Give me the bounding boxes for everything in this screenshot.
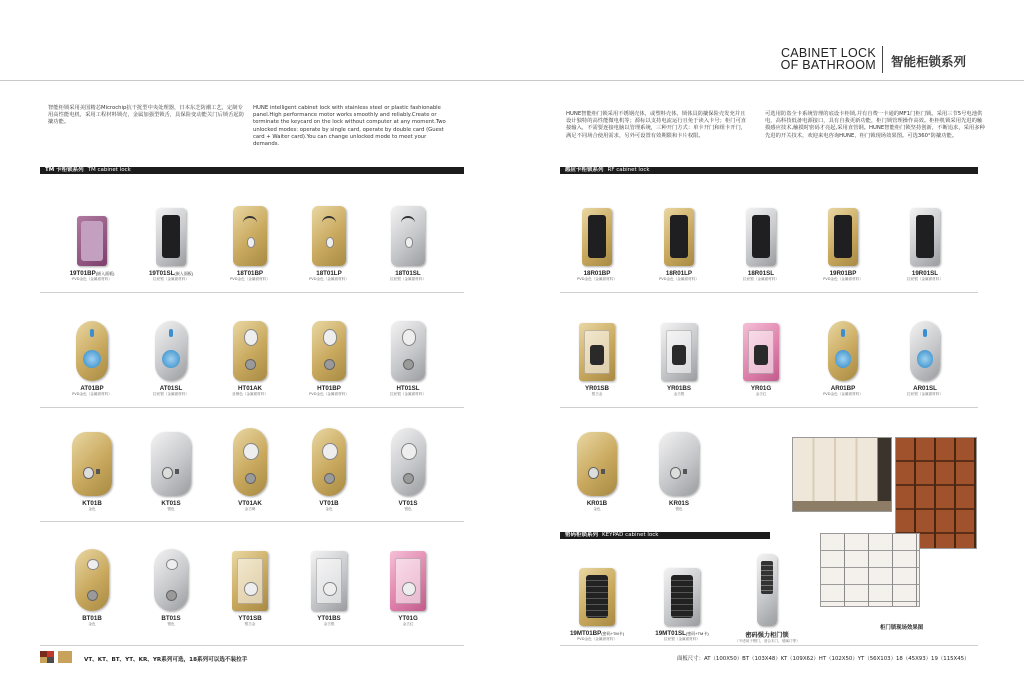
row-divider — [40, 292, 464, 293]
product-model: 19MT01SL(密码+TM卡) — [655, 630, 709, 637]
lock-image — [154, 549, 188, 611]
product-model: KT01S — [161, 500, 181, 507]
product-card — [376, 420, 440, 512]
product-card — [729, 190, 793, 282]
product-model: 18R01SL — [747, 270, 775, 277]
section-keypad-cn: 密码柜锁系列 — [565, 532, 599, 538]
product-finish: 金古铜 — [244, 507, 256, 511]
product-finish: （不适用于钢门，适合木门，玻璃门等） — [735, 639, 800, 643]
product-finish: PVD金色（金属面材料） — [230, 277, 270, 281]
product-tag: (嵌入面板) — [95, 271, 115, 276]
product-finish: 银色 — [675, 507, 683, 511]
lock-image — [76, 321, 108, 381]
product-image-frame — [139, 305, 203, 381]
product-card — [297, 305, 361, 397]
lock-image — [910, 208, 940, 266]
color-swatch — [47, 657, 54, 663]
product-model: VT01AK — [238, 500, 262, 507]
product-model: YT01BS — [317, 615, 341, 622]
product-finish: 拉丝银（金属面材料） — [153, 277, 189, 281]
product-image-frame — [893, 305, 957, 381]
lock-image — [391, 206, 425, 266]
product-card — [565, 190, 629, 282]
product-image-frame — [376, 535, 440, 611]
product-image-frame — [729, 305, 793, 381]
product-card — [218, 305, 282, 397]
product-image-frame — [647, 420, 711, 496]
product-card — [565, 546, 629, 642]
product-finish: 银色 — [404, 507, 412, 511]
lock-image — [579, 323, 615, 381]
product-finish: 金色 — [593, 507, 601, 511]
product-image-frame — [650, 546, 714, 626]
lock-image — [743, 323, 779, 381]
product-image-frame — [60, 420, 124, 496]
product-card — [218, 420, 282, 512]
product-model: AT01SL — [159, 385, 183, 392]
product-model: BT01B — [82, 615, 102, 622]
product-image-frame — [376, 190, 440, 266]
brand-title-cn: 智能柜锁系列 — [891, 54, 967, 69]
product-image-frame — [647, 305, 711, 381]
product-finish: PVD金色（金属面材料） — [72, 277, 112, 281]
product-finish: PVD金色（金属面材料） — [823, 392, 863, 396]
lock-image — [232, 551, 268, 611]
product-finish: 金古红 — [755, 392, 767, 396]
product-image-frame — [376, 420, 440, 496]
brand-divider — [882, 46, 883, 73]
section-tm-cn: TM 卡柜锁系列 — [45, 167, 84, 173]
product-model: 密码强力柜门锁 — [745, 632, 789, 639]
product-image-frame — [139, 190, 203, 266]
product-card — [376, 190, 440, 282]
product-image-frame — [60, 305, 124, 381]
product-image-frame — [297, 305, 361, 381]
product-image-frame — [139, 420, 203, 496]
product-image-frame — [565, 305, 629, 381]
product-tag: (密码+TM卡) — [685, 631, 709, 636]
product-finish: 银色 — [167, 622, 175, 626]
lock-image — [233, 206, 267, 266]
installation-photo — [792, 437, 892, 512]
product-finish: PVD金色（金属面材料） — [72, 392, 112, 396]
section-tm-en: TM cabinet lock — [87, 167, 131, 173]
product-finish: 拉丝银（金属面材料） — [743, 277, 779, 281]
lock-image — [391, 321, 425, 381]
product-tag: (密码+TM卡) — [601, 631, 625, 636]
lock-image — [664, 568, 700, 626]
product-tag: (嵌入面板) — [174, 271, 194, 276]
product-finish: PVD金色（金属面材料） — [309, 277, 349, 281]
product-model: 19T01SL(嵌入面板) — [148, 270, 194, 277]
product-finish: 拉丝银（金属面材料） — [390, 277, 426, 281]
lock-image — [312, 321, 346, 381]
product-model: HT01BP — [317, 385, 341, 392]
color-swatch — [58, 651, 72, 663]
lock-image — [151, 432, 191, 496]
product-finish: 拉丝银（金属面材料） — [153, 392, 189, 396]
lock-image — [828, 208, 858, 266]
product-image-frame — [218, 305, 282, 381]
product-finish: 金色 — [88, 507, 96, 511]
color-swatch — [40, 657, 47, 663]
footer-note: VT、KT、BT、YT、KR、YR系列可选，18系列可以选不装拉手 — [84, 657, 248, 663]
product-finish: PVD金色（金属面材料） — [577, 637, 617, 641]
product-finish: 金色 — [88, 622, 96, 626]
product-model: 18R01LP — [665, 270, 693, 277]
product-image-frame — [729, 190, 793, 266]
product-finish: 拉丝银（金属面材料） — [907, 277, 943, 281]
product-model: YR01G — [750, 385, 772, 392]
product-model: HT01AK — [237, 385, 263, 392]
lock-image — [312, 428, 346, 496]
lock-image — [72, 432, 112, 496]
product-card — [297, 535, 361, 627]
product-model: AR01SL — [913, 385, 937, 392]
product-model: YR01SB — [584, 385, 610, 392]
product-card — [729, 305, 793, 397]
lock-image — [77, 216, 107, 266]
product-finish: 金古银 — [323, 622, 335, 626]
product-model: YT01SB — [238, 615, 262, 622]
product-card — [893, 305, 957, 397]
product-image-frame — [60, 535, 124, 611]
footer-panel-sizes — [677, 654, 970, 662]
product-card — [218, 190, 282, 282]
product-card — [218, 535, 282, 627]
product-card — [297, 190, 361, 282]
section-rf-bar — [560, 167, 978, 174]
row-divider — [560, 292, 978, 293]
product-card — [735, 546, 799, 644]
product-model: KT01B — [82, 500, 102, 507]
product-image-frame — [376, 305, 440, 381]
product-card — [139, 535, 203, 627]
color-swatch-group — [40, 651, 54, 663]
product-image-frame — [565, 420, 629, 496]
product-finish: 金古银 — [673, 392, 685, 396]
product-finish: 银古金 — [591, 392, 603, 396]
product-image-frame — [218, 535, 282, 611]
product-model: BT01S — [161, 615, 181, 622]
product-model: 19R01BP — [829, 270, 857, 277]
lock-image — [155, 321, 187, 381]
product-model: 19MT01BP(密码+TM卡) — [569, 630, 625, 637]
lock-image — [75, 549, 109, 611]
product-card — [60, 420, 124, 512]
product-model: 18R01BP — [583, 270, 611, 277]
product-card — [811, 305, 875, 397]
product-finish: PVD金色（金属面材料） — [577, 277, 617, 281]
intro-text-en: HUNE intelligent cabinet lock with stainless steel or plastic fashionable panel.High performance motor works smoothly and reliably.Create or terminate the keycard on the lock without computer at any moment.Two unlocked modes: operate by single card, operate by double card (Guest card + Waiter card).You can change unlocked mode to meet your demands. — [253, 105, 446, 148]
product-model: 19R01SL — [911, 270, 939, 277]
lock-image — [311, 551, 347, 611]
product-finish: 亚铜色（金属面材料） — [232, 392, 268, 396]
product-card — [139, 190, 203, 282]
product-model: 18T01BP — [236, 270, 264, 277]
brand-title-line-2: OF BATHROOM — [780, 58, 876, 72]
section-tm-bar — [40, 167, 464, 174]
product-model: VT01B — [319, 500, 339, 507]
row-divider — [560, 407, 978, 408]
row-divider — [40, 407, 464, 408]
product-image-frame — [893, 190, 957, 266]
lock-image — [577, 432, 617, 496]
lock-image — [664, 208, 694, 266]
product-finish: 金色 — [325, 507, 333, 511]
intro-text-cn-mid: HUNE智能柜门锁采用不锈钢壳体，或塑料壳体，锁体具防撬保险壳发充并且设计独特的高性能微电机等；源标以支持电流运行且免于读入卡号；柜门可直接输入，不需要连接电脑以管理系统，三种开门方式：单卡开门和组卡开门，满足不同场合使用需求，另外可设置有效期限和卡片权限。 — [566, 111, 747, 139]
product-model: 18T01LP — [316, 270, 342, 277]
product-image-frame — [647, 190, 711, 266]
intro-text-cn-left: 智能柜锁采用美国精芯Microchip抗干扰型中央处理器，日本东芝防潮工艺，定制专用高性能电机，采用工程材料锁壳，金属加强型锁舌，具保险变动能关门后锁舌起防撬功能。 — [48, 105, 244, 126]
section-keypad-en: KEYPAD cabinet lock — [602, 532, 659, 538]
header-rule — [0, 80, 1024, 81]
product-card — [565, 420, 629, 512]
product-model: 19T01BP(嵌入面板) — [69, 270, 115, 277]
lock-image — [582, 208, 612, 266]
footer-rule — [560, 645, 978, 646]
lock-image — [659, 432, 699, 496]
product-model: VT01S — [398, 500, 418, 507]
product-model: AT01BP — [80, 385, 104, 392]
product-model: AR01BP — [830, 385, 856, 392]
product-finish: 银古金 — [244, 622, 256, 626]
product-card — [376, 305, 440, 397]
lock-image — [910, 321, 940, 381]
product-image-frame — [139, 535, 203, 611]
product-image-frame — [218, 420, 282, 496]
product-finish: 拉丝银（金属面材料） — [907, 392, 943, 396]
product-image-frame — [218, 190, 282, 266]
lock-image — [233, 428, 267, 496]
product-model: 18T01SL — [395, 270, 421, 277]
product-card — [811, 190, 875, 282]
product-card — [647, 190, 711, 282]
product-finish: PVD金色（金属面材料） — [659, 277, 699, 281]
lock-image — [661, 323, 697, 381]
product-card — [893, 190, 957, 282]
installation-photo — [820, 533, 920, 607]
lock-image — [156, 208, 186, 266]
product-card — [139, 305, 203, 397]
product-finish: PVD金色（金属面材料） — [823, 277, 863, 281]
product-card — [647, 420, 711, 512]
product-image-frame — [60, 190, 124, 266]
lock-image — [746, 208, 776, 266]
brand-title-line-1: CABINET LOCK — [780, 46, 876, 60]
product-card — [565, 305, 629, 397]
product-card — [60, 535, 124, 627]
product-finish: PVD金色（金属面材料） — [309, 392, 349, 396]
product-image-frame — [811, 305, 875, 381]
product-image-frame — [565, 190, 629, 266]
section-keypad-bar — [560, 532, 770, 539]
lock-image — [233, 321, 267, 381]
product-finish: 拉丝银（金属面材料） — [664, 637, 700, 641]
section-rf-cn: 感应卡柜锁系列 — [565, 167, 604, 173]
lock-image — [391, 428, 425, 496]
product-model: KR01S — [669, 500, 689, 507]
section-rf-en: RF cabinet lock — [607, 167, 650, 173]
product-card — [139, 420, 203, 512]
product-image-frame — [565, 546, 629, 626]
lock-image — [757, 554, 777, 626]
product-image-frame — [811, 190, 875, 266]
product-model: YT01G — [398, 615, 418, 622]
footer-rule — [40, 645, 464, 646]
product-card — [297, 420, 361, 512]
product-card — [647, 305, 711, 397]
product-finish: 银色 — [167, 507, 175, 511]
product-finish: 金古红 — [402, 622, 414, 626]
lock-image — [312, 206, 346, 266]
row-divider — [40, 521, 464, 522]
product-model: HT01SL — [396, 385, 420, 392]
panel-sizes-text: 面板尺寸：AT（100X50）BT（103X48）KT（109X62）HT（102X50）YT（56X103）18（45X93）19（115X45） — [677, 656, 970, 662]
product-model: KR01B — [586, 500, 608, 507]
product-card — [60, 305, 124, 397]
product-model: YR01BS — [666, 385, 692, 392]
lock-image — [390, 551, 426, 611]
product-finish: 拉丝银（金属面材料） — [390, 392, 426, 396]
product-image-frame — [297, 535, 361, 611]
intro-text-cn-right: 可选用防盗全卡系统管理的底设卡柜锁,并有自费一卡通的MF1门柜门锁。采用三节5号电池供电，高科技低备电源接口，具有自我更新功能，柜门锁管理操作高效。柜柜机锁采用先进的触摸感应技术,触摸时密码才亮起,采用直管钢。HUNE智能柜门锁坚持创新，不断追求，采用多种先进的开关技术，欢迎来电咨询HUNE，柜门锁现场效果图。可选360°防撬功能。 — [765, 111, 985, 139]
product-card — [60, 190, 124, 282]
product-image-frame — [297, 190, 361, 266]
product-image-frame — [297, 420, 361, 496]
lock-image — [579, 568, 615, 626]
brand-title-en — [750, 47, 876, 71]
product-image-frame — [735, 546, 799, 626]
product-card — [650, 546, 714, 642]
lock-image — [828, 321, 858, 381]
product-card — [376, 535, 440, 627]
photo-caption: 柜门锁现场效果图 — [880, 625, 924, 631]
